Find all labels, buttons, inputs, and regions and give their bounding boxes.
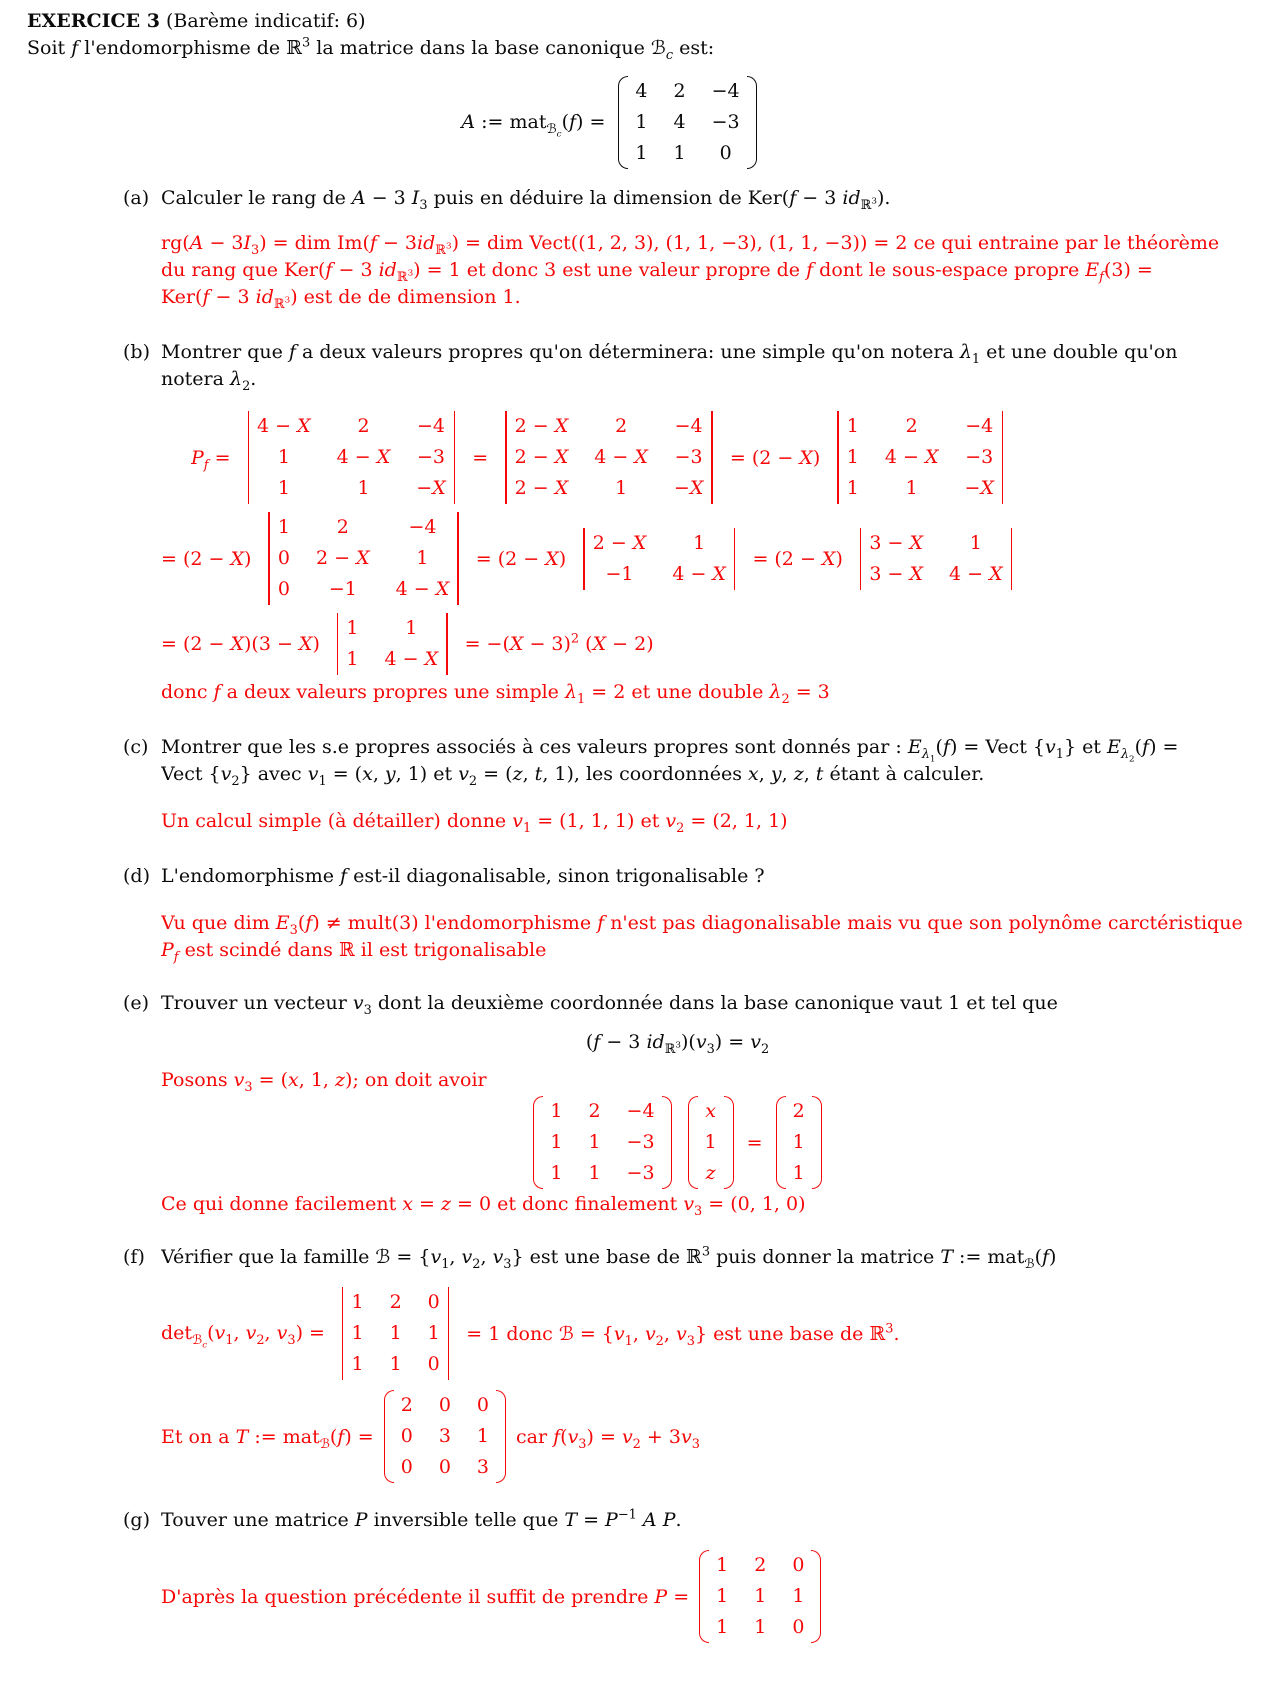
answer-b-conclusion: donc f a deux valeurs propres une simple $\lambda_1 = 2$ et une double $\lambda_2 = 3$: [161, 681, 830, 706]
matrix-cell: 1: [550, 1162, 563, 1184]
determinant-line-2: [161, 512, 1264, 605]
matrix-cell: −3: [711, 111, 740, 133]
matrix-cell: 2: [389, 1291, 402, 1313]
matrix-grid: [715, 1550, 805, 1643]
matrix-cell: 2: [905, 415, 918, 437]
matrix-cell: 1: [792, 1131, 805, 1153]
math-segment: car $f(v_3) = v_2 + 3v_3$: [516, 1425, 700, 1452]
matrix-cell: −4: [711, 80, 740, 102]
exercise-number: EXERCICE 3: [27, 10, 160, 32]
matrix-grid: [868, 528, 1003, 590]
matrix-cell: 1: [351, 1353, 364, 1375]
matrix-cell: 2 − X: [514, 477, 569, 499]
matrix-grid: [704, 1096, 718, 1189]
matrix-cell: −X: [673, 477, 704, 499]
answer-e: [161, 1067, 1264, 1218]
math-segment: =: [472, 446, 489, 469]
det-bar-left: [860, 528, 862, 590]
answer-c: Un calcul simple (à détailler) donne $v_1 = (1$, 1, 1) et $v_2 = (2$, 1, 1): [161, 810, 788, 835]
matrix-cell: 2: [357, 415, 370, 437]
paren-right: [724, 1096, 734, 1189]
question-c: Montrer que les s.e propres associés à ces valeurs propres sont donnés par : $E_{\lambda_1}(f)$ = Vect $\{v_1\}$ et $E_{\lambda_2}(f)$ = Vect $\{v_2\}$ avec $v_1 = (x$, y, 1) et $v_2 = (z$, t, 1), les coordonnées x, y, z, t étant à calculer.: [161, 736, 1179, 788]
matrix-cell: −3: [674, 446, 703, 468]
math-segment: = (2 − X): [752, 547, 843, 570]
matrix-cell: 0: [438, 1394, 451, 1416]
item-f-label: (f): [123, 1246, 145, 1268]
determinant-matrix: [241, 411, 463, 504]
det-bar-left: [505, 411, 507, 504]
math-segment: Et on a T := mat$_ℬ$(f) =: [161, 1425, 374, 1452]
matrix-cell: 1: [754, 1616, 767, 1638]
determinant-matrix: [853, 528, 1019, 590]
question-a: Calculer le rang de A − 3 $I_3$ puis en déduire la dimension de Ker(f − 3 $id_{ℝ^3}$).: [161, 187, 891, 212]
matrix-cell: 2: [336, 516, 349, 538]
matrix-cell: 2 − X: [514, 446, 569, 468]
answer-a: $rg(A - 3I_3)$ = dim $Im(f - 3id_{ℝ^3})$ = dim Vect((1, 2, 3), (1, 1, −3), (1, 1, −3)) = 2 ce qui entraine par le théorème du rang que Ker(f − 3 $id_{ℝ^3}) = 1$ et donc 3 est une valeur propre de f dont le sous-espace propre $E_f(3)$ = Ker(f − 3 $id_{ℝ^3}$) est de de dimension 1.: [161, 232, 1220, 311]
matrix-cell: 1: [704, 1131, 717, 1153]
determinant-base-check: [161, 1287, 1264, 1380]
matrix-cell: 4 − X: [884, 446, 939, 468]
question-f: Vérifier que la famille ℬ = {$v_1$, $v_2$, $v_3$} est une base de ℝ$^3$ puis donner la matrice T := mat$_ℬ$(f): [161, 1244, 1057, 1271]
matrix-cell: 1: [550, 1100, 563, 1122]
matrix-cell: 1: [351, 1322, 364, 1344]
result-vector: [776, 1096, 822, 1189]
page-title: [27, 8, 1264, 35]
paren-left: [699, 1550, 709, 1643]
matrix-cell: 3: [476, 1456, 489, 1478]
matrix-cell: 0: [400, 1456, 413, 1478]
paren-right: [747, 76, 757, 169]
matrix-cell: −3: [626, 1131, 655, 1153]
matrix-cell: 1: [427, 1322, 440, 1344]
matrix-grid: [846, 411, 995, 504]
matrix-cell: 1: [405, 617, 418, 639]
det-bar-left: [342, 1287, 344, 1380]
determinant-line-1: [191, 411, 1264, 504]
matrix-P: [699, 1550, 821, 1643]
matrix-cell: 4 − X: [395, 578, 450, 600]
matrix-cell: 1: [846, 477, 859, 499]
det-bar-left: [248, 411, 250, 504]
matrix-cell: −3: [417, 446, 446, 468]
det-bar-right: [457, 512, 459, 605]
determinant-matrix: [330, 613, 455, 675]
paren-right: [812, 1096, 822, 1189]
matrix-cell: 2: [588, 1100, 601, 1122]
matrix-cell: 0: [792, 1554, 805, 1576]
matrix-cell: z: [705, 1162, 716, 1184]
matrix-cell: −4: [626, 1100, 655, 1122]
matrix-cell: 4 − X: [594, 446, 648, 468]
math-segment: = (2 − X): [161, 547, 252, 570]
math-segment: = (2 − X): [475, 547, 567, 570]
item-a: [27, 185, 1264, 311]
matrix-equation-e: [161, 1096, 1264, 1189]
matrix-cell: 4 − X: [948, 562, 1003, 585]
det-bar-right: [711, 411, 713, 504]
matrix-cell: 1: [588, 1131, 601, 1153]
matrix-cell: 2: [615, 415, 628, 437]
question-b: Montrer que f a deux valeurs propres qu'on déterminera: une simple qu'on notera $\lambda_1$ et une double qu'on notera $\lambda_2$.: [161, 341, 1178, 393]
matrix-cell: 1: [635, 111, 648, 133]
matrix-cell: 0: [476, 1394, 489, 1416]
matrix-cell: 0: [427, 1291, 440, 1313]
matrix-grid: [792, 1096, 806, 1189]
paren-right: [496, 1390, 506, 1483]
display-equation-e: [161, 1031, 1264, 1057]
matrix-cell: 2: [673, 80, 686, 102]
matrix-grid: [256, 411, 447, 504]
question-d: L'endomorphisme f est-il diagonalisable, sinon trigonalisable ?: [161, 865, 765, 887]
math-segment: = (2 − X)(3 − X): [161, 633, 320, 655]
math-segment: = 1 donc ℬ = {$v_1$, $v_2$, $v_3$} est une base de ℝ$^3$.: [466, 1321, 900, 1349]
matrix-cell: −3: [626, 1162, 655, 1184]
math-segment: (f − 3 $id_{ℝ^3})(v_3) = v_2$: [585, 1031, 770, 1057]
matrix-cell: 3 − X: [869, 531, 923, 554]
matrix-cell: 1: [754, 1585, 767, 1607]
matrix-cell: x: [705, 1100, 716, 1122]
exercise-grading-note: (Barème indicatif: 6): [159, 10, 366, 32]
answer-g: [161, 1550, 1264, 1643]
paren-left: [688, 1096, 698, 1189]
paren-right: [811, 1550, 821, 1643]
matrix-cell: 1: [346, 648, 359, 670]
matrix-cell: 1: [357, 477, 370, 499]
matrix-grid: [400, 1390, 490, 1483]
det-bar-left: [583, 528, 585, 590]
matrix-cell: 1: [550, 1131, 563, 1153]
matrix-cell: −X: [964, 477, 994, 499]
display-matrix-A: [27, 76, 1264, 169]
math-segment: = $-(X - 3)^2$ (X − 2): [464, 631, 654, 655]
determinant-matrix: [335, 1287, 456, 1380]
matrix-cell: 2 − X: [592, 531, 647, 554]
matrix-cell: 2: [400, 1394, 413, 1416]
matrix-cell: −X: [416, 477, 446, 499]
matrix-cell: −4: [417, 415, 446, 437]
matrix-cell: 2 − X: [514, 415, 569, 437]
matrix-cell: 1: [588, 1162, 601, 1184]
matrix-grid: [634, 76, 740, 169]
question-e: Trouver un vecteur $v_3$ dont la deuxième coordonnée dans la base canonique vaut 1 et tel que: [161, 992, 1058, 1017]
answer-e-conclusion: Ce qui donne facilement x = z = 0 et donc finalement $v_3 = (0$, 1, 0): [161, 1193, 806, 1218]
matrix-cell: −3: [965, 446, 994, 468]
matrix-cell: −1: [328, 578, 357, 600]
matrix-grid: [277, 512, 450, 605]
math-segment: $P_f$ =: [191, 446, 231, 473]
det-bar-right: [454, 411, 456, 504]
intro-line: Soit f l'endomorphisme de ℝ$^3$ la matrice dans la base canonique ℬ$_c$ est:: [27, 35, 715, 62]
matrix-cell: 0: [427, 1353, 440, 1375]
item-b-label: (b): [123, 341, 150, 363]
unknown-vector: [688, 1096, 734, 1189]
item-b: [27, 339, 1264, 706]
determinant-matrix: [498, 411, 720, 504]
matrix-cell: 4 − X: [672, 562, 726, 585]
item-d: [27, 863, 1264, 964]
matrix-grid: [345, 613, 439, 675]
matrix-cell: 0: [400, 1425, 413, 1447]
matrix-cell: 1: [277, 477, 290, 499]
matrix-grid: [549, 1096, 655, 1189]
matrix-cell: 1: [416, 547, 429, 569]
matrix-cell: 1: [846, 415, 859, 437]
matrix-cell: 1: [716, 1554, 729, 1576]
matrix-cell: 2 − X: [316, 547, 370, 569]
matrix-cell: 1: [615, 477, 628, 499]
determinant-matrix: [576, 528, 742, 590]
answer-e-setup: Posons $v_3 = (x$, 1, z); on doit avoir: [161, 1069, 487, 1094]
matrix-cell: 1: [277, 446, 290, 468]
math-segment: D'après la question précédente il suffit de prendre P =: [161, 1585, 690, 1608]
determinant-matrix: [261, 512, 465, 605]
item-f: [27, 1244, 1264, 1483]
matrix-A: [618, 76, 756, 169]
matrix-cell: 1: [476, 1425, 489, 1447]
matrix-cell: 4: [635, 80, 648, 102]
det-bar-left: [268, 512, 270, 605]
determinant-line-3: [161, 613, 1264, 675]
item-d-label: (d): [123, 865, 150, 887]
det-bar-right: [1011, 528, 1013, 590]
matrix-cell: −4: [408, 516, 437, 538]
matrix-cell: 1: [389, 1322, 402, 1344]
matrix-cell: 1: [792, 1585, 805, 1607]
matrix-T: [384, 1390, 506, 1483]
matrix-cell: 1: [693, 531, 706, 554]
det-bar-left: [337, 613, 339, 675]
answer-f: [161, 1287, 1264, 1483]
determinant-matrix: [830, 411, 1010, 504]
item-c-label: (c): [123, 736, 149, 758]
matrix-grid: [350, 1287, 440, 1380]
paren-right: [662, 1096, 672, 1189]
matrix-cell: 4 − X: [336, 446, 391, 468]
matrix-cell: 1: [389, 1353, 402, 1375]
matrix-cell: 1: [635, 142, 648, 164]
matrix-cell: 2: [792, 1100, 805, 1122]
matrix-cell: −4: [965, 415, 994, 437]
matrix-cell: 4: [673, 111, 686, 133]
det-bar-right: [446, 613, 448, 675]
matrix-cell: 1: [716, 1616, 729, 1638]
det-bar-left: [837, 411, 839, 504]
matrix-grid: [514, 411, 705, 504]
math-segment: =: [746, 1131, 763, 1154]
det-bar-right: [734, 528, 736, 590]
item-e: [27, 990, 1264, 1218]
matrix-A-prefix: A := mat$_{ℬ_c}$(f) =: [461, 110, 606, 140]
paren-left: [384, 1390, 394, 1483]
answer-d: Vu que dim $E_3(f)$ ≠ mult(3) l'endomorphisme f n'est pas diagonalisable mais vu que son polynôme carctéristique $P_f$ est scindé dans ℝ il est trigonalisable: [161, 912, 1243, 964]
matrix-cell: −4: [674, 415, 703, 437]
matrix-cell: 1: [277, 516, 291, 538]
matrix-cell: 0: [719, 142, 732, 164]
item-a-label: (a): [123, 187, 150, 209]
item-e-label: (e): [123, 992, 150, 1014]
matrix-cell: 4 − X: [257, 415, 311, 437]
matrix-grid: [592, 528, 727, 590]
matrix-cell: 0: [277, 578, 291, 600]
matrix-cell: 2: [754, 1554, 767, 1576]
paren-left: [618, 76, 628, 169]
math-segment: = (2 − X): [729, 446, 821, 469]
item-g: [27, 1507, 1264, 1643]
coefficient-matrix: [533, 1096, 671, 1189]
matrix-cell: 0: [438, 1456, 451, 1478]
matrix-cell: 1: [846, 446, 859, 468]
det-bar-right: [448, 1287, 450, 1380]
item-c: [27, 734, 1264, 835]
paren-left: [533, 1096, 543, 1189]
matrix-cell: 1: [351, 1291, 364, 1313]
det-bar-right: [1002, 411, 1004, 504]
matrix-cell: 1: [969, 531, 982, 554]
paren-left: [776, 1096, 786, 1189]
matrix-cell: −1: [605, 562, 634, 585]
matrix-cell: 1: [673, 142, 686, 164]
matrix-cell: 0: [792, 1616, 805, 1638]
matrix-cell: 0: [277, 547, 291, 569]
math-segment: $\det_{ℬ_c}(v_1$, $v_2$, $v_3$) =: [161, 1321, 325, 1351]
matrix-cell: 1: [346, 617, 359, 639]
matrix-cell: 1: [792, 1162, 805, 1184]
matrix-cell: 3: [438, 1425, 451, 1447]
question-g: Touver une matrice P inversible telle que $T = P^{-1}$ A P.: [161, 1507, 682, 1531]
matrix-cell: 4 − X: [384, 648, 439, 670]
matrix-T-line: [161, 1390, 1264, 1483]
matrix-cell: 3 − X: [869, 562, 923, 585]
item-g-label: (g): [123, 1509, 150, 1531]
answer-b: [161, 411, 1264, 706]
matrix-cell: 1: [716, 1585, 729, 1607]
matrix-cell: 1: [905, 477, 918, 499]
